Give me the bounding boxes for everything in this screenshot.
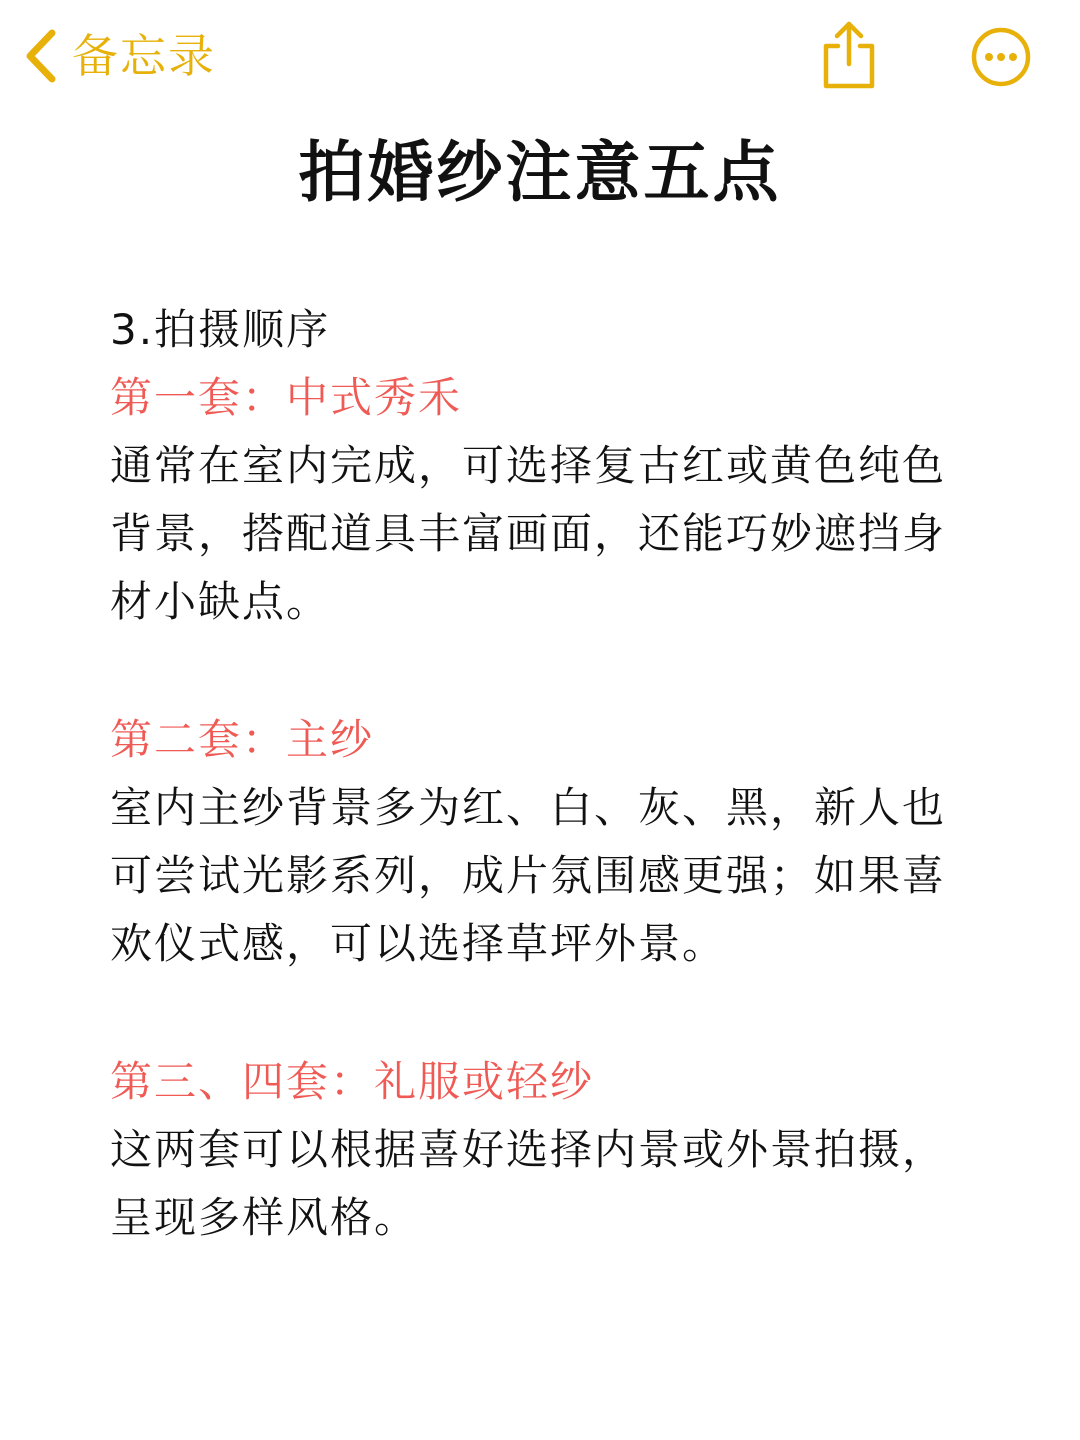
- more-icon: [970, 26, 1032, 88]
- note-block: [110, 364, 1010, 636]
- body-line: 室内主纱背景多为红、白、灰、黑，新人也: [110, 783, 947, 832]
- section-heading: 第一套：中式秀禾: [110, 373, 463, 422]
- note-title: 拍婚纱注意五点: [298, 134, 782, 211]
- section-intro: 3.拍摄顺序: [110, 305, 331, 354]
- body-line: 呈现多样风格。: [110, 1193, 419, 1242]
- paragraph-gap: [110, 978, 1010, 1048]
- body-line: 这两套可以根据喜好选择内景或外景拍摄，: [110, 1125, 947, 1174]
- navigation-bar: [0, 0, 1080, 110]
- back-label: 备忘录: [72, 29, 216, 83]
- body-line: 背景，搭配道具丰富画面，还能巧妙遮挡身: [110, 509, 947, 558]
- back-button[interactable]: [22, 26, 216, 86]
- share-button[interactable]: [818, 18, 880, 92]
- note-block: [110, 706, 1010, 978]
- body-line: 可尝试光影系列，成片氛围感更强；如果喜: [110, 851, 947, 900]
- section-heading: 第三、四套：礼服或轻纱: [110, 1057, 595, 1106]
- body-line: 通常在室内完成，可选择复古红或黄色纯色: [110, 441, 947, 490]
- section-heading: 第二套：主纱: [110, 715, 375, 764]
- body-line: 材小缺点。: [110, 577, 331, 626]
- chevron-left-icon: [22, 27, 58, 85]
- note-block: [110, 1048, 1010, 1252]
- note-body[interactable]: [110, 296, 1010, 1252]
- more-options-button[interactable]: [970, 26, 1032, 88]
- paragraph-gap: [110, 636, 1010, 706]
- body-line: 欢仪式感，可以选择草坪外景。: [110, 919, 727, 968]
- share-icon: [818, 18, 880, 92]
